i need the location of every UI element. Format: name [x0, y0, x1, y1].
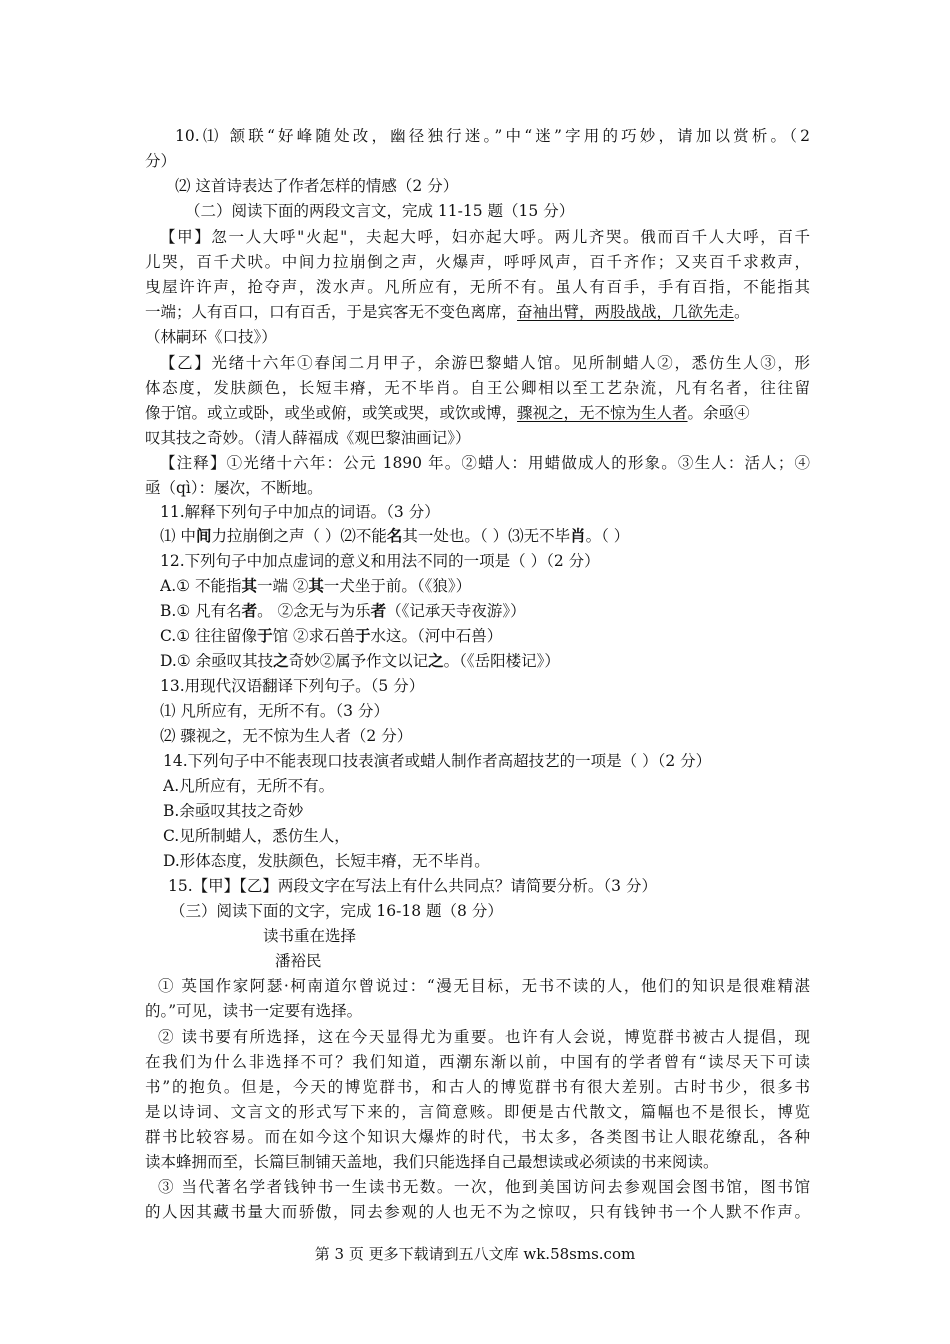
- para3-line-2: 的人因其藏书量大而骄傲，同去参观的人也无不为之惊叹，只有钱钟书一个人默不作声。: [145, 1203, 810, 1221]
- q14-option-b: B.余亟叹其技之奇妙: [163, 802, 304, 820]
- q15-stem: 15.【甲】【乙】两段文字在写法上有什么共同点？请简要分析。（3 分）: [168, 877, 657, 895]
- jia-line-1: 【甲】忽一人大呼"火起"，夫起大呼，妇亦起大呼。两儿齐哭。俄而百千人大呼，百千: [160, 228, 810, 246]
- q11-b-dotted: 名: [387, 524, 403, 548]
- yi-line-3-text: 像于馆。或立或卧，或坐或俯，或笑或哭，或饮或博，: [145, 404, 518, 422]
- q11-b-post: 其一处也。（ ）⑶无不毕: [402, 527, 571, 545]
- q10-line-1: 10.⑴ 颔联“好峰随处改，幽径独行迷。”中“迷”字用的巧妙，请加以赏析。（2: [175, 127, 810, 145]
- q12-c-post: 水这。（河中石兽）: [370, 627, 503, 645]
- q11-a-dotted: 间: [196, 524, 212, 548]
- q12-a-pre: A.① 不能指: [160, 577, 242, 595]
- q12-option-a: [160, 574, 825, 598]
- q14-stem: 14.下列句子中不能表现口技表演者或蜡人制作者高超技艺的一项是（ ）（2 分）: [163, 752, 712, 770]
- q12-c-dot1: 于: [257, 624, 273, 648]
- yi-line-2: 体态度，发肤颜色，长短丰瘠，无不毕肖。自王公卿相以至工艺杂流，凡有名者，往往留: [145, 379, 810, 397]
- q11-a-post: 力拉崩倒之声（ ）⑵不能: [211, 527, 387, 545]
- q11-items: [160, 524, 825, 548]
- q12-stem: 12.下列句子中加点虚词的意义和用法不同的一项是（ ）（2 分）: [160, 552, 600, 570]
- yi-line-3: [145, 401, 810, 425]
- q10-line-3: ⑵ 这首诗表达了作者怎样的情感（2 分）: [175, 177, 459, 195]
- para2-line-3: 书”的抱负。但是，今天的博览群书，和古人的博览群书有很大差别。古时书少，很多书: [145, 1078, 810, 1096]
- q12-d-pre: D.① 余亟叹其技: [160, 652, 274, 670]
- q12-c-pre: C.① 往往留像: [160, 627, 258, 645]
- q12-c-mid: 馆 ②求石兽: [272, 627, 356, 645]
- section2-heading: （二）阅读下面的两段文言文，完成 11-15 题（15 分）: [185, 202, 575, 220]
- q14-option-d: D.形体态度，发肤颜色，长短丰瘠，无不毕肖。: [163, 852, 490, 870]
- para2-line-2: 在我们为什么非选择不可？我们知道，西潮东渐以前，中国有的学者曾有“读尽天下可读: [145, 1053, 810, 1071]
- yi-line-1: 【乙】光绪十六年①春闰二月甲子，余游巴黎蜡人馆。见所制蜡人②，悉仿生人③，形: [160, 354, 810, 372]
- q12-a-post: 一犬坐于前。（《狼》）: [323, 577, 472, 595]
- notes-line-1: 【注释】①光绪十六年：公元 1890 年。②蜡人：用蜡做成人的形象。③生人：活人；④: [160, 454, 810, 472]
- article-title: 读书重在选择: [263, 927, 357, 945]
- q12-b-dot1: 者: [242, 599, 258, 623]
- q12-a-mid: 一端 ②: [256, 577, 309, 595]
- jia-line-4-end: 。: [734, 303, 750, 321]
- q12-b-pre: B.① 凡有名: [160, 602, 242, 620]
- q12-b-mid: 。 ②念无与为乐: [257, 602, 371, 620]
- q14-option-c: C.见所制蜡人，悉仿生人，: [163, 827, 350, 845]
- para2-line-4: 是以诗词、文言文的形式写下来的，言简意赅。即便是古代散文，篇幅也不是很长，博览: [145, 1103, 810, 1121]
- q13-b: ⑵ 骤视之，无不惊为生人者（2 分）: [160, 727, 413, 745]
- q13-a: ⑴ 凡所应有，无所不有。（3 分）: [160, 702, 389, 720]
- q12-option-c: [160, 624, 825, 648]
- jia-line-4: [145, 300, 810, 324]
- q12-d-dot2: 之: [428, 649, 444, 673]
- para2-line-6: 读本蜂拥而至，长篇巨制铺天盖地，我们只能选择自己最想读或必须读的书来阅读。: [145, 1153, 719, 1171]
- yi-line-4: 叹其技之奇妙。（清人薛福成《观巴黎油画记》）: [145, 429, 471, 447]
- article-author: 潘裕民: [275, 952, 322, 970]
- q12-d-dot1: 之: [273, 649, 289, 673]
- notes-line-2: 亟（qì）：屡次，不断地。: [145, 479, 323, 497]
- q12-b-dot2: 者: [371, 599, 387, 623]
- jia-underlined-sentence: 奋袖出臂，两股战战，几欲先走: [517, 303, 735, 321]
- jia-line-4-text: 一端；人有百口，口有百舌，于是宾客无不变色离席，: [145, 303, 518, 321]
- para2-line-5: 群书比较容易。而在如今这个知识大爆炸的时代，书太多，各类图书让人眼花缭乱，各种: [145, 1128, 810, 1146]
- page-footer: 第 3 页 更多下载请到五八文库 wk.58sms.com: [314, 1245, 636, 1263]
- q12-option-b: [160, 599, 825, 623]
- jia-source: （林嗣环《口技》）: [145, 328, 277, 346]
- para3-line-1: ③ 当代著名学者钱钟书一生读书无数。一次，他到美国访问去参观国会图书馆，图书馆: [158, 1178, 810, 1196]
- para1-line-2: 的。”可见，读书一定要有选择。: [145, 1002, 363, 1020]
- q13-stem: 13.用现代汉语翻译下列句子。（5 分）: [160, 677, 425, 695]
- q12-d-post: 。（《岳阳楼记》）: [443, 652, 560, 670]
- jia-line-3: 曳屋许许声，抢夺声，泼水声。凡所应有，无所不有。虽人有百手，手有百指，不能指其: [145, 278, 810, 296]
- jia-line-2: 儿哭，百千犬吠。中间力拉崩倒之声，火爆声，呼呼风声，百千齐作；又夹百千求救声，: [145, 253, 810, 271]
- section3-heading: （三）阅读下面的文字，完成 16-18 题（8 分）: [170, 902, 503, 920]
- q11-c-post: 。（ ）: [585, 527, 630, 545]
- q11-a-pre: ⑴ 中: [160, 527, 196, 545]
- q12-option-d: [160, 649, 825, 673]
- q12-d-mid: 奇妙②属予作文以记: [288, 652, 429, 670]
- para1-line-1: ① 英国作家阿瑟·柯南道尔曾说过：“漫无目标，无书不读的人，他们的知识是很难精湛: [158, 977, 810, 995]
- q12-b-post: （《记承天寺夜游》）: [386, 602, 526, 620]
- q11-c-dotted: 肖: [570, 524, 586, 548]
- q11-stem: 11.解释下列句子中加点的词语。（3 分）: [160, 503, 440, 521]
- q12-a-dot1: 其: [241, 574, 257, 598]
- yi-line-3-end: 。余亟④: [687, 404, 750, 422]
- q10-line-2: 分）: [145, 152, 177, 170]
- q14-option-a: A.凡所应有，无所不有。: [163, 777, 335, 795]
- q12-c-dot2: 于: [355, 624, 371, 648]
- q12-a-dot2: 其: [308, 574, 324, 598]
- para2-line-1: ② 读书要有所选择，这在今天显得尤为重要。也许有人会说，博览群书被古人提倡，现: [158, 1028, 810, 1046]
- yi-underlined-sentence: 骤视之，无不惊为生人者: [517, 404, 688, 422]
